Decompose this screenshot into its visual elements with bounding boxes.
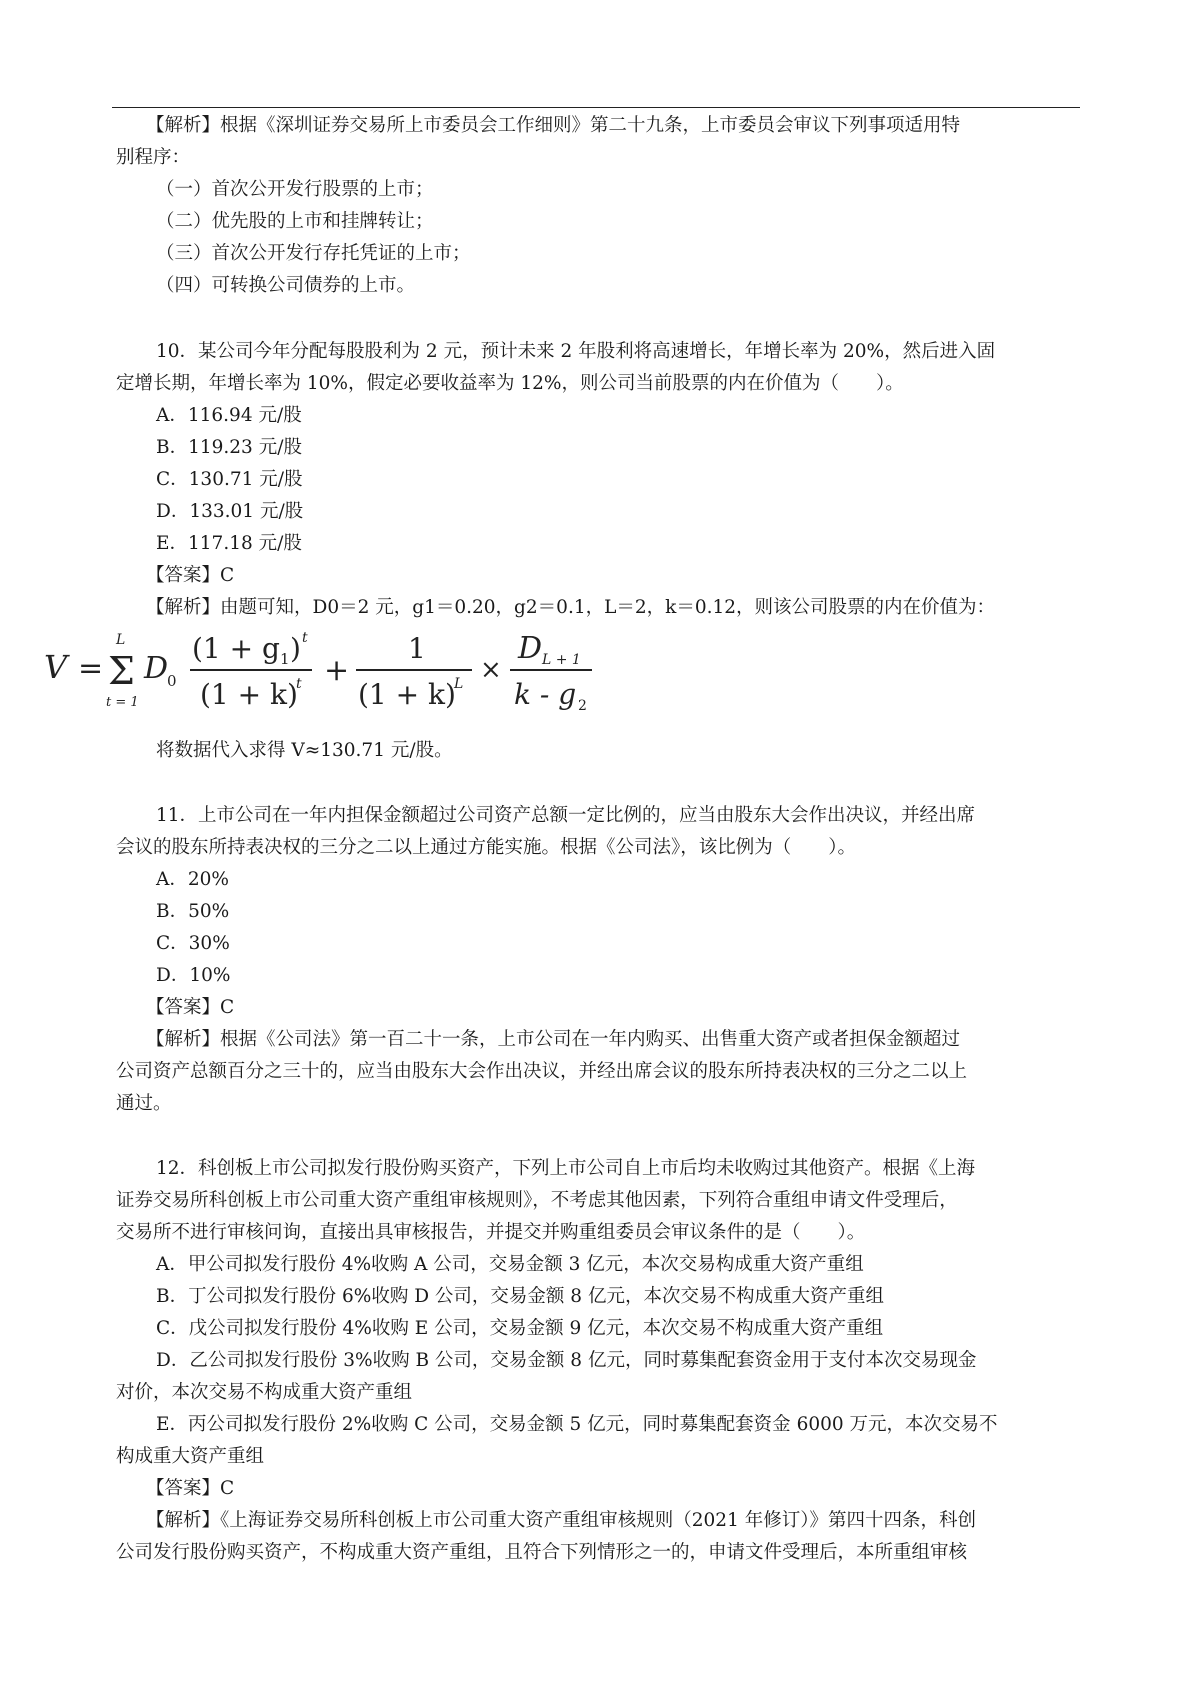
option-c: C．戊公司拟发行股份 4%收购 E 公司，交易金额 9 亿元，本次交易不构成重大资产重组 (156, 1318, 884, 1339)
result-line: 将数据代入求得 V≈130.71 元/股。 (156, 740, 453, 761)
formula-den1: (1 + k) (200, 678, 298, 711)
formula-num1-sup: t (302, 630, 308, 646)
formula-sum: Σ (108, 649, 135, 693)
question-12-stem: 12．科创板上市公司拟发行股份购买资产，下列上市公司自上市后均未收购过其他资产。根据《上海 (156, 1158, 976, 1179)
list-item: （四）可转换公司债券的上市。 (156, 275, 416, 296)
formula-den1-sup: t (296, 676, 302, 692)
analysis-line: 别程序： (116, 147, 191, 168)
list-item: （一）首次公开发行股票的上市； (156, 179, 434, 200)
formula-d0-sub: 0 (167, 672, 177, 690)
question-11-stem: 会议的股东所持表决权的三分之二以上通过方能实施。根据《公司法》，该比例为（ ）。 (116, 837, 857, 858)
formula-den2: (1 + k) (358, 678, 456, 711)
option-d: D．乙公司拟发行股份 3%收购 B 公司，交易金额 8 亿元，同时募集配套资金用于支付本次交易现金 (156, 1350, 977, 1371)
formula-num1-end: ) (290, 632, 301, 665)
formula-plus: + (324, 653, 350, 688)
analysis-line: 【解析】根据《公司法》第一百二十一条，上市公司在一年内购买、出售重大资产或者担保金额超过 (146, 1029, 961, 1050)
header-rule (112, 107, 1080, 108)
formula-den3-sub: 2 (578, 698, 587, 714)
option-d: D．133.01 元/股 (156, 501, 304, 522)
formula-num3-sub: L + 1 (542, 652, 581, 668)
answer: 【答案】C (146, 997, 235, 1018)
formula-times: × (480, 655, 502, 685)
analysis-line: 【解析】根据《深圳证券交易所上市委员会工作细则》第二十九条，上市委员会审议下列事项适用特 (146, 115, 961, 136)
formula-d0: D (144, 651, 169, 686)
option-e: 构成重大资产重组 (116, 1446, 265, 1467)
option-d: D．10% (156, 965, 231, 986)
question-10-stem: 定增长期，年增长率为 10%，假定必要收益率为 12%，则公司当前股票的内在价值为（ ）。 (116, 373, 904, 394)
question-10-stem: 10．某公司今年分配每股股利为 2 元，预计未来 2 年股利将高速增长，年增长率为 20%，然后进入固 (156, 341, 996, 362)
formula-num3: D (518, 631, 543, 666)
formula-num1: (1 + g (192, 632, 280, 665)
option-e: E．117.18 元/股 (156, 533, 302, 554)
formula-v: V (44, 648, 68, 686)
question-12-stem: 交易所不进行审核问询，直接出具审核报告，并提交并购重组委员会审议条件的是（ ）。 (116, 1222, 866, 1243)
answer: 【答案】C (146, 1478, 235, 1499)
option-c: C．30% (156, 933, 230, 954)
formula-num1-sub: 1 (280, 650, 290, 668)
analysis-line: 公司发行股份购买资产，不构成重大资产重组，且符合下列情形之一的，申请文件受理后，本所重组审核 (116, 1542, 968, 1563)
option-b: B．50% (156, 901, 230, 922)
option-b: B．119.23 元/股 (156, 437, 302, 458)
analysis-line: 公司资产总额百分之三十的，应当由股东大会作出决议，并经出席会议的股东所持表决权的三分之二以上 (116, 1061, 968, 1082)
formula-num2: 1 (408, 632, 426, 665)
analysis-line: 通过。 (116, 1093, 172, 1114)
option-b: B．丁公司拟发行股份 6%收购 D 公司，交易金额 8 亿元，本次交易不构成重大资产重组 (156, 1286, 884, 1307)
formula-den2-sup: L (454, 676, 464, 692)
formula-sum-upper: L (116, 632, 126, 648)
analysis-line: 【解析】由题可知，D0＝2 元，g1＝0.20，g2＝0.1，L＝2，k＝0.12，则该公司股票的内在价值为： (146, 597, 996, 618)
question-11-stem: 11．上市公司在一年内担保金额超过公司资产总额一定比例的，应当由股东大会作出决议，并经出席 (156, 805, 976, 826)
question-12-stem: 证券交易所科创板上市公司重大资产重组审核规则》，不考虑其他因素，下列符合重组申请文件受理后， (116, 1190, 958, 1211)
formula-sum-lower: t = 1 (106, 695, 139, 710)
option-a: A．20% (156, 869, 229, 890)
list-item: （二）优先股的上市和挂牌转让； (156, 211, 434, 232)
analysis-line: 【解析】《上海证券交易所科创板上市公司重大资产重组审核规则（2021 年修订）》第四十四条，科创 (146, 1510, 976, 1531)
list-item: （三）首次公开发行存托凭证的上市； (156, 243, 471, 264)
formula-eq: = (78, 651, 104, 686)
answer: 【答案】C (146, 565, 235, 586)
option-a: A．116.94 元/股 (156, 405, 302, 426)
option-e: E．丙公司拟发行股份 2%收购 C 公司，交易金额 5 亿元，同时募集配套资金 6000 万元，本次交易不 (156, 1414, 998, 1435)
valuation-formula (40, 626, 680, 714)
formula-den3: k - g (514, 678, 577, 711)
option-c: C．130.71 元/股 (156, 469, 303, 490)
option-a: A．甲公司拟发行股份 4%收购 A 公司，交易金额 3 亿元，本次交易构成重大资产重组 (156, 1254, 864, 1275)
option-d: 对价，本次交易不构成重大资产重组 (116, 1382, 413, 1403)
